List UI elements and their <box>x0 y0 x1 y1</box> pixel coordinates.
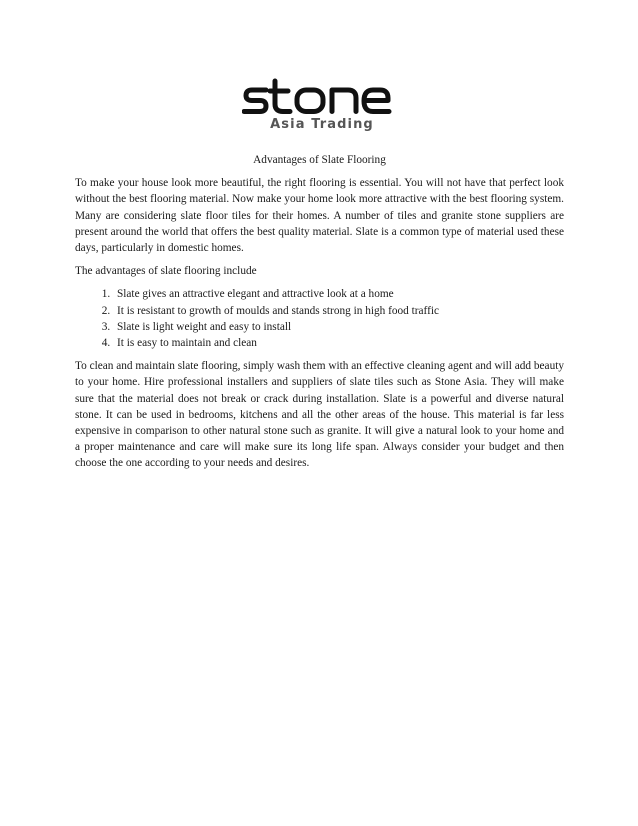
stone-wordmark-icon <box>242 78 402 118</box>
stone-asia-logo <box>242 78 402 136</box>
closing-paragraph: To clean and maintain slate flooring, simply wash them with an effective cleaning agent and will add beauty to your home. Hire professional installers and suppliers of slate tiles such as Stone Asia. They will make sure that the material does not break or crack during installation. Slate is a powerful and diverse natural stone. It can be used in bedrooms, kitchens and all the other areas of the house. This material is far less expensive in comparison to other natural stone such as granite. It will give a natural look to your home and a proper maintenance and care will make sure its long life span. Always consider your budget and then choose the one according to your needs and desires. <box>75 360 565 470</box>
list-item: 3. Slate is light weight and easy to install <box>113 319 564 335</box>
list-item: 1. Slate gives an attractive elegant and attractive look at a home <box>113 286 564 302</box>
document-body <box>75 152 564 479</box>
list-item: 2. It is resistant to growth of moulds and stands strong in high food traffic <box>113 303 564 319</box>
document-title: Advantages of Slate Flooring <box>253 154 386 166</box>
list-heading: The advantages of slate flooring include <box>75 265 257 278</box>
logo-subtitle: Asia Trading <box>270 117 374 132</box>
advantages-list <box>75 286 564 351</box>
list-item: 4. It is easy to maintain and clean <box>113 335 564 351</box>
intro-paragraph: To make your house look more beautiful, the right flooring is essential. You will not have that perfect look without the best flooring material. Now make your home look more attractive with the best flooring system. Many are considering slate floor tiles for their homes. A number of tiles and granite stone suppliers are present around the world that offers the best quality material. Slate is a common type of material used these days, particularly in domestic homes. <box>75 177 564 255</box>
